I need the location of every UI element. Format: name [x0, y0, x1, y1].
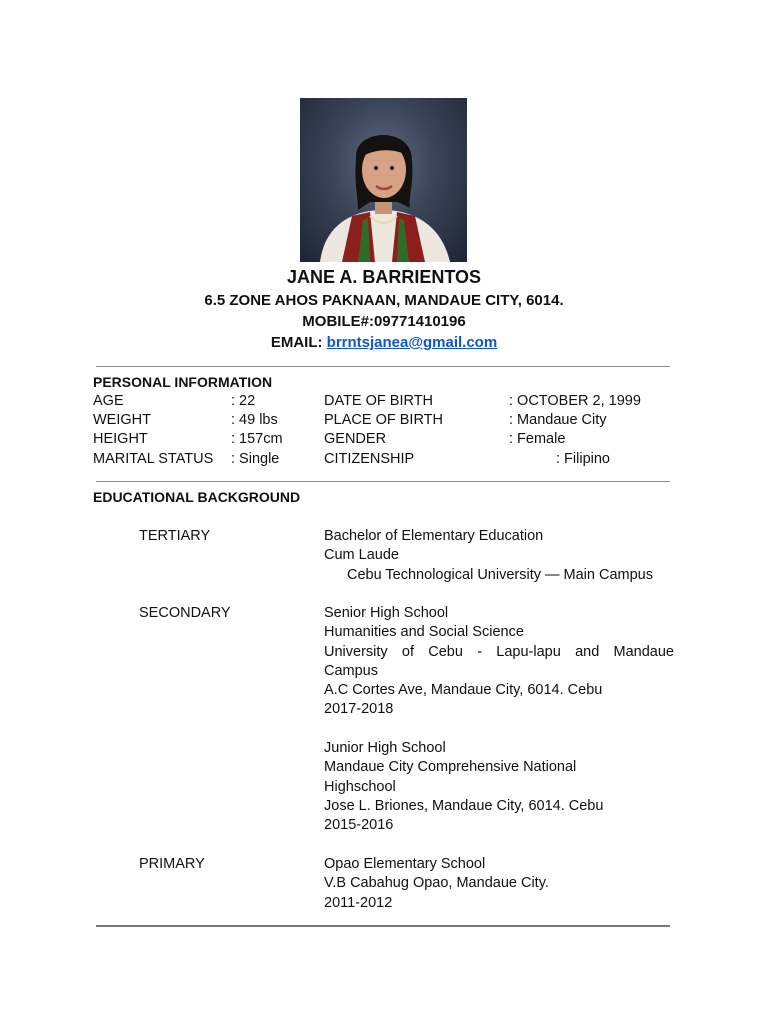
weight-label: WEIGHT — [93, 412, 151, 428]
email-link[interactable]: brrntsjanea@gmail.com — [326, 334, 498, 351]
personal-info-row — [93, 393, 693, 412]
birthplace-label: PLACE OF BIRTH — [324, 412, 443, 428]
height-label: HEIGHT — [93, 431, 148, 447]
height-value: : 157cm — [231, 431, 283, 447]
junior-high-years: 2015-2016 — [324, 817, 394, 834]
birthplace-value: : Mandaue City — [509, 412, 607, 428]
gender-value: : Female — [509, 431, 566, 447]
divider-middle — [96, 481, 670, 482]
junior-high-school: Mandaue City Comprehensive National — [324, 759, 577, 776]
senior-high-years: 2017-2018 — [324, 701, 394, 718]
junior-high-address: Jose L. Briones, Mandaue City, 6014. Cebu — [324, 797, 604, 814]
citizenship-label: CITIZENSHIP — [324, 451, 415, 467]
personal-info-heading: PERSONAL INFORMATION — [93, 374, 273, 390]
profile-photo — [300, 98, 467, 262]
portrait-illustration — [300, 98, 467, 262]
citizenship-value: : Filipino — [556, 451, 610, 467]
email-label: EMAIL: — [270, 334, 327, 351]
tertiary-honor: Cum Laude — [324, 547, 399, 564]
primary-years: 2011-2012 — [324, 894, 393, 911]
senior-high-details — [324, 604, 674, 720]
dob-label: DATE OF BIRTH — [324, 393, 434, 409]
senior-high-title: Senior High School — [324, 605, 449, 621]
senior-high-school-cont: Campus — [324, 662, 378, 679]
mobile-number: MOBILE#:09771410196 — [302, 313, 466, 330]
marital-status-value: : Single — [231, 451, 280, 467]
gender-label: GENDER — [324, 431, 387, 447]
senior-high-address: A.C Cortes Ave, Mandaue City, 6014. Cebu — [324, 682, 603, 699]
personal-info-row — [93, 451, 693, 470]
primary-label: PRIMARY — [139, 856, 205, 872]
senior-high-school: University of Cebu - Lapu-lapu and Mandaue — [324, 643, 674, 660]
weight-value: : 49 lbs — [231, 412, 278, 428]
address: 6.5 ZONE AHOS PAKNAAN, MANDAUE CITY, 6014. — [204, 292, 564, 309]
tertiary-degree: Bachelor of Elementary Education — [324, 528, 544, 544]
primary-details — [324, 855, 674, 913]
age-value: : 22 — [231, 393, 256, 409]
tertiary-details — [324, 527, 674, 585]
primary-school: Opao Elementary School — [324, 856, 486, 872]
education-heading: EDUCATIONAL BACKGROUND — [93, 489, 301, 505]
dob-value: : OCTOBER 2, 1999 — [509, 393, 641, 409]
divider-bottom — [96, 925, 670, 927]
secondary-label: SECONDARY — [139, 605, 231, 621]
tertiary-label: TERTIARY — [139, 528, 211, 544]
personal-info-row — [93, 412, 693, 431]
primary-address: V.B Cabahug Opao, Mandaue City. — [324, 875, 549, 892]
tertiary-school: Cebu Technological University — Main Campus — [347, 566, 653, 583]
junior-high-title: Junior High School — [324, 740, 446, 756]
divider-top — [96, 366, 670, 367]
email-row — [0, 334, 768, 351]
applicant-name: JANE A. BARRIENTOS — [286, 267, 482, 287]
marital-status-label: MARITAL STATUS — [93, 451, 214, 467]
senior-high-strand: Humanities and Social Science — [324, 624, 524, 641]
junior-high-details — [324, 739, 674, 835]
personal-info-row — [93, 431, 693, 450]
junior-high-school-cont: Highschool — [324, 778, 396, 795]
age-label: AGE — [93, 393, 124, 409]
